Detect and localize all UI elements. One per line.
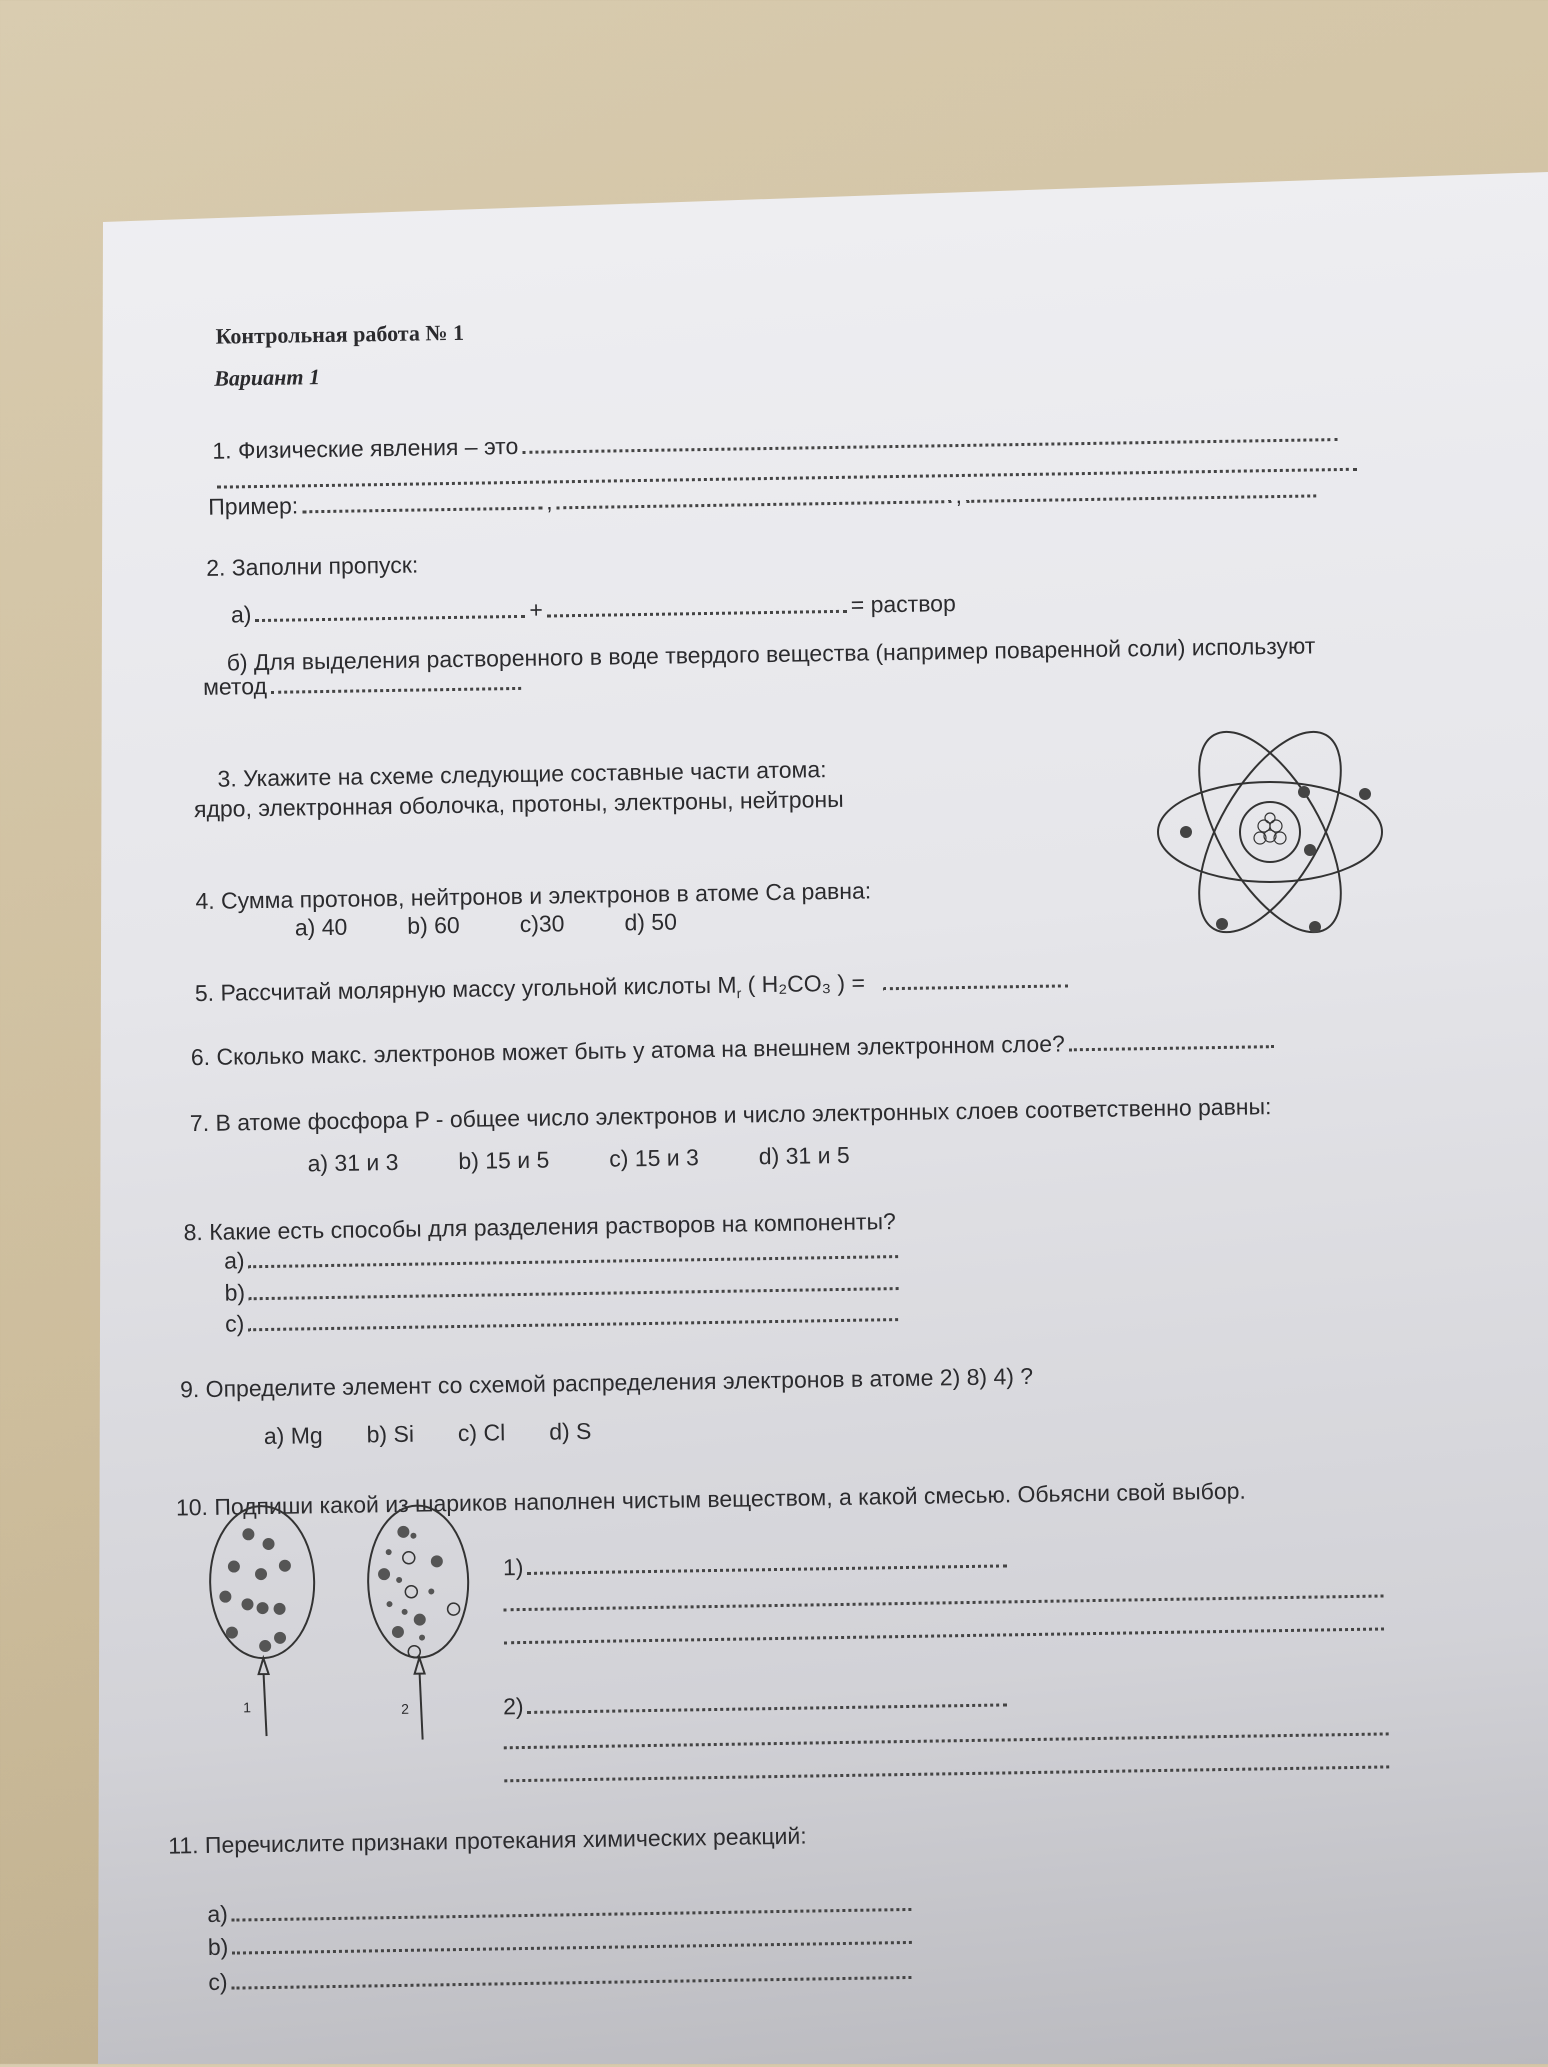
item-label: c) [208,1968,228,1995]
answer-blank[interactable] [1069,1045,1274,1051]
answer-line[interactable] [500,1749,1393,1786]
question-4-options [295,910,737,940]
nucleus-icon [1254,813,1286,844]
nucleus-shell [1240,802,1300,862]
option-c[interactable]: c)30 [519,910,565,937]
option-b[interactable]: b) 60 [407,911,460,939]
answer-blank[interactable] [528,1703,1008,1714]
item-label: c) [224,1310,245,1337]
answer-label: 2) [502,1693,524,1720]
answer-blank[interactable] [232,1908,912,1922]
option-b[interactable]: b) 15 и 5 [458,1146,550,1174]
answer-1 [503,1548,1012,1579]
answer-blank[interactable] [504,1627,1384,1644]
answer-blank[interactable] [271,687,521,694]
question-1-text: 1. Физические явления – это [212,432,519,464]
answer-line[interactable] [500,1716,1393,1753]
option-a[interactable]: а) Mg [263,1422,323,1450]
method-label: метод [202,672,268,700]
answer-blank[interactable] [557,500,952,509]
question-8-item [224,1271,903,1305]
formula: ( H₂CO₃ ) = [747,969,866,998]
answer-blank[interactable] [249,1287,899,1300]
question-6 [191,1029,1278,1069]
subscript: r [736,985,742,1002]
item-label: b) [224,1279,246,1306]
item-label: а) [223,1247,245,1274]
question-4: 4. Сумма протонов, нейтронов и электронов в атоме Са равна: [195,877,872,915]
balloon-1-label: 1 [242,1699,252,1716]
plus-sign: + [529,596,544,623]
answer-blank[interactable] [232,1976,912,1990]
option-b[interactable]: b) Si [366,1420,415,1448]
balloon-2-label: 2 [401,1700,410,1717]
answer-label: 1) [502,1553,524,1581]
question-2b: б) Для выделения растворенного в воде твердого вещества (например поваренной соли) используют [226,632,1316,676]
variant-label: Вариант 1 [214,364,321,391]
question-5 [195,968,1072,1008]
equals-solution: = раствор [850,590,956,618]
question-2b-method [203,671,525,699]
question-3-line1: 3. Укажите на схеме следующие составные части атома: [217,756,827,792]
electron-dots [1180,786,1371,933]
option-a[interactable]: а) 31 и 3 [307,1148,399,1177]
item-label: а) [230,601,252,628]
answer-blank[interactable] [966,494,1316,502]
answer-blank[interactable] [249,1255,899,1268]
question-5-text: 5. Рассчитай молярную массу угольной кислоты M [194,971,737,1007]
question-2a [231,592,956,626]
question-11-item [207,1892,916,1926]
question-8-item [225,1302,902,1336]
item-label: а) [207,1900,229,1927]
option-c[interactable]: c) 15 и 3 [609,1144,699,1172]
atom-diagram [1150,720,1390,950]
option-c[interactable]: c) Cl [457,1419,506,1447]
answer-blank[interactable] [504,1765,1389,1782]
balloon-1 [209,1505,317,1737]
example-label: Пример: [208,492,299,520]
answer-blank[interactable] [255,615,525,622]
option-a[interactable]: а) 40 [294,913,348,941]
answer-blank[interactable] [522,438,1337,454]
item-label: b) [207,1933,229,1960]
answer-blank[interactable] [504,1732,1389,1749]
answer-2 [503,1687,1012,1718]
worksheet-title: Контрольная работа № 1 [215,319,465,349]
question-1-example: Пример: , , [208,478,1320,518]
answer-blank[interactable] [232,1941,912,1955]
question-11-item [208,1960,915,1994]
question-2: 2. Заполни пропуск: [206,551,419,581]
question-8-item [224,1239,903,1273]
option-d[interactable]: d) S [548,1417,592,1445]
answer-blank[interactable] [547,610,847,618]
question-9: 9. Определите элемент со схемой распределения электронов в атоме 2) 8) 4) ? [179,1362,1034,1403]
answer-line[interactable] [499,1578,1387,1615]
question-9-options [264,1419,652,1448]
answer-blank[interactable] [504,1594,1384,1611]
answer-blank[interactable] [527,1564,1007,1575]
question-7: 7. В атоме фосфора P - общее число электронов и число электронных слоев соответственно равны: [189,1093,1272,1137]
answer-line[interactable] [500,1611,1388,1648]
answer-blank[interactable] [302,507,542,514]
question-11: 11. Перечислите признаки протекания химических реакций: [168,1822,807,1859]
question-11-item [208,1925,917,1959]
option-d[interactable]: d) 31 и 5 [758,1141,850,1170]
answer-blank[interactable] [248,1318,898,1331]
question-8: 8. Какие есть способы для разделения растворов на компоненты? [183,1208,896,1246]
question-6-text: 6. Сколько макс. электронов может быть у атома на внешнем электронном слое? [190,1030,1065,1071]
answer-blank[interactable] [883,984,1068,990]
question-10: 10. Подпиши какой из шариков наполнен чистым веществом, а какой смесью. Обьясни свой выбор. [175,1477,1246,1521]
question-7-options [307,1143,909,1175]
question-3-line2: ядро, электронная оболочка, протоны, электроны, нейтроны [193,785,844,823]
balloon-2 [367,1505,471,1741]
option-d[interactable]: d) 50 [624,908,678,936]
